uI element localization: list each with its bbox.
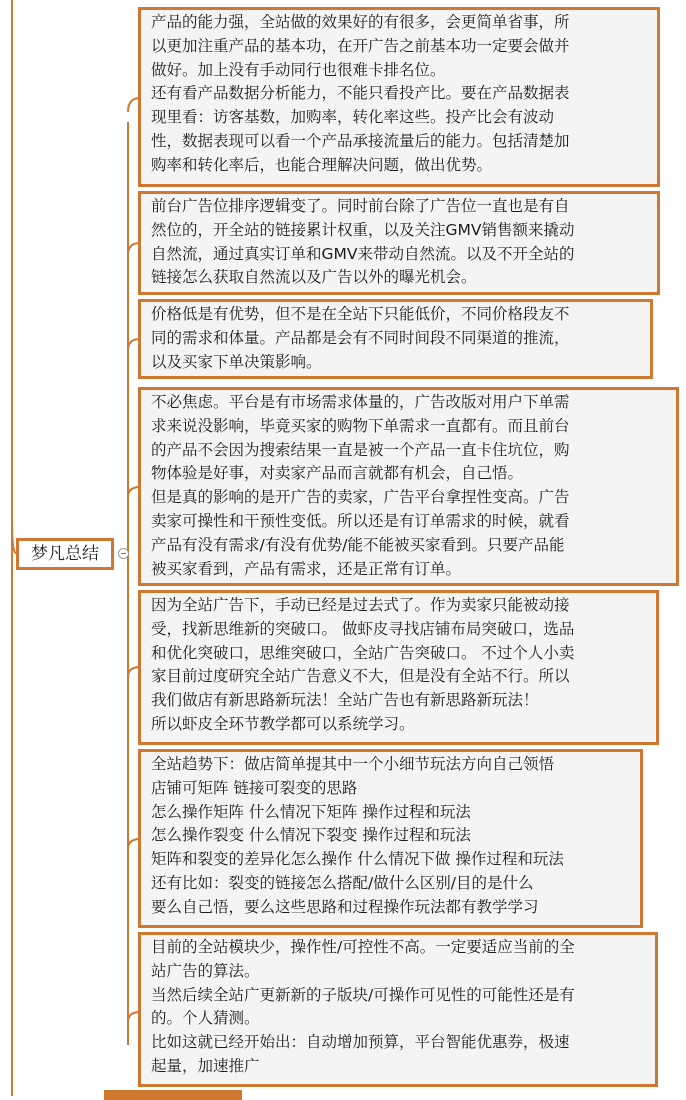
note-text-line: 怎么操作裂变 什么情况下裂变 操作过程和玩法 [151,826,471,845]
note-text-line: 还有看产品数据分析能力，不能只看投产比。要在产品数据表 [151,84,570,103]
next-node-edge [104,1090,242,1100]
note-text-line: 当然后续全站广更新新的子版块/可操作可见性的可能性还是有 [151,985,575,1004]
note-text-line: 求来说没影响，毕竟买家的购物下单需求一直都有。而且前台 [151,416,570,435]
note-text-line: 站广告的算法。 [151,961,260,980]
note-box-6[interactable] [138,749,643,928]
note-box-5[interactable] [138,590,659,745]
note-text-line: 不必焦虑。平台是有市场需求体量的，广告改版对用户下单需 [151,393,570,411]
note-text-line: 现里看：访客基数，加购率，转化率这些。投产比会有波动 [151,108,555,127]
note-text-line: 产品的能力强，全站做的效果好的有很多，会更简单省事，所 [151,13,570,31]
note-text-line: 购率和转化率后，也能合理解决问题，做出优势。 [151,155,493,174]
note-box-1[interactable] [138,7,660,187]
note-text-line: 然位的，开全站的链接累计权重，以及关注GMV销售额来撬动 [151,220,575,239]
note-text-line: 被买家看到，产品有需求，还是正常有订单。 [151,559,462,578]
note-text-line: 以及买家下单决策影响。 [151,352,322,371]
root-node-summary[interactable]: 梦凡总结 [16,538,114,570]
note-box-2[interactable] [138,191,660,295]
note-text-line: 因为全站广告下，手动已经是过去式了。作为卖家只能被动接 [151,596,570,614]
note-box-4[interactable] [138,387,679,586]
collapse-toggle-icon[interactable] [118,548,129,559]
note-text-line: 矩阵和裂变的差异化怎么操作 什么情况下做 操作过程和玩法 [151,850,564,869]
note-text-line: 价格低是有优势，但不是在全站下只能低价，不同价格段友不 [151,305,570,323]
note-text-line: 前台广告位排序逻辑变了。同时前台除了广告位一直也是有自 [151,197,570,215]
note-text-line: 以更加注重产品的基本功，在开广告之前基本功一定要会做并 [151,36,570,55]
note-text-line: 家目前过度研究全站广告意义不大，但是没有全站不行。所以 [151,667,570,686]
note-text-line: 怎么操作矩阵 什么情况下矩阵 操作过程和玩法 [151,802,471,821]
note-text-line: 物体验是好事，对卖家产品而言就都有机会，自己悟。 [151,464,524,483]
note-text-line: 和优化突破口，思维突破口，全站广告突破口。 不过个人小卖 [151,643,575,662]
note-text-line: 店铺可矩阵 链接可裂变的思路 [151,778,358,797]
note-text-line: 全站趋势下：做店简单提其中一个小细节玩法方向自己领悟 [151,755,555,773]
note-text-line: 但是真的影响的是开广告的卖家，广告平台拿捏性变高。广告 [151,488,570,507]
note-text-line: 目前的全站模块少，操作性/可控性不高。一定要适应当前的全 [151,938,575,956]
note-box-7[interactable] [138,932,658,1087]
note-text-line: 要么自己悟，要么这些思路和过程操作玩法都有教学学习 [151,897,539,916]
note-text-line: 所以虾皮全环节教学都可以系统学习。 [151,714,415,733]
note-text-line: 同的需求和体量。产品都是会有不同时间段不同渠道的推流， [151,328,570,347]
note-text-line: 的。个人猜测。 [151,1009,260,1028]
note-text-line: 比如这就已经开始出：自动增加预算，平台智能优惠券，极速 [151,1033,570,1052]
note-text-line: 性，数据表现可以看一个产品承接流量后的能力。包括清楚加 [151,131,570,150]
note-text-line: 受，找新思维新的突破口。 做虾皮寻找店铺布局突破口，选品 [151,619,575,638]
note-text-line: 卖家可操性和干预性变低。所以还是有订单需求的时候，就看 [151,511,570,530]
note-text-line: 链接怎么获取自然流以及广告以外的曝光机会。 [151,268,477,287]
note-text-line: 我们做店有新思路新玩法！全站广告也有新思路新玩法！ [151,691,539,710]
note-text-line: 还有比如：裂变的链接怎么搭配/做什么区别/目的是什么 [151,873,534,892]
note-text-line: 起量，加速推广 [151,1056,260,1075]
note-box-3[interactable] [138,299,653,379]
note-text-line: 做好。加上没有手动同行也很难卡排名位。 [151,60,446,79]
note-text-line: 产品有没有需求/有没有优势/能不能被买家看到。只要产品能 [151,535,565,554]
note-text-line: 的产品不会因为搜索结果一直是被一个产品一直卡住坑位，购 [151,440,570,459]
note-text-line: 自然流，通过真实订单和GMV来带动自然流。以及不开全站的 [151,244,575,263]
